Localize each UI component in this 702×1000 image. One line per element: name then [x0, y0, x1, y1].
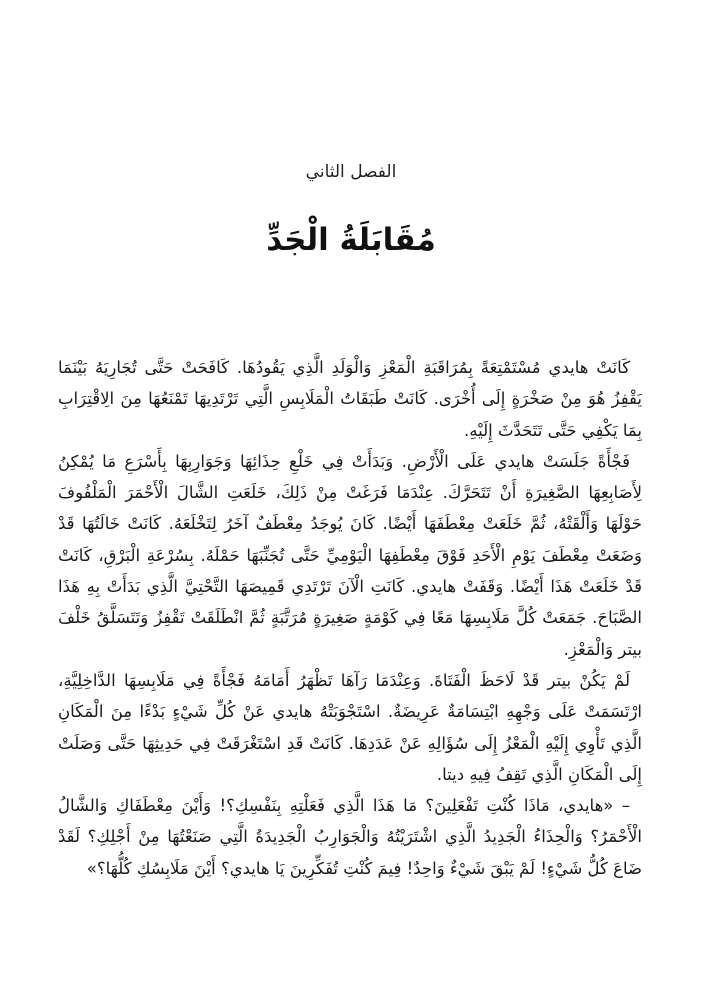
- paragraph: – «هايدي، مَاذَا كُنْتِ تَفْعَلِينَ؟ مَا هَذَا الَّذِي فَعَلْتِهِ بِنَفْسِكِ؟! وَأَيْنَ مِعْطَفَاكِ وَالشَّالُ الْأَحْمَرُ؟ وَالْحِذَاءُ الْجَدِيدُ الَّذِي اشْتَرَيْتُهُ وَالْجَوَارِبُ الْجَدِيدَةُ الَّتِي صَنَعْتُهَا مِنْ أَجْلِكِ؟ لَقَدْ ضَاعَ كُلُّ شَيْءٍ! لَمْ يَبْقَ شَيْءٌ وَاحِدٌ! فِيمَ كُنْتِ تُفَكِّرِينَ يَا هايدي؟ أَيْنَ مَلَابِسُكِ كُلُّهَا؟»: [58, 796, 642, 878]
- chapter-body: [58, 352, 642, 884]
- paragraph: كَانَتْ هايدي مُسْتَمْتِعَةً بِمُرَاقَبَةِ الْمَعْزِ وَالْوَلَدِ الَّذِي يَقُودُهَا. كَافَحَتْ حَتَّى تُجَارِيَهُ بَيْنَمَا يَقْفِزُ هُوَ مِنْ صَخْرَةٍ إِلَى أُخْرَى. كَانَتْ طَبَقَاتُ الْمَلَابِسِ الَّتِي تَرْتَدِيهَا تَمْنَعُهَا مِنَ الِاقْتِرَابِ بِمَا يَكْفِي حَتَّى تَتَحَدَّثَ إِلَيْهِ.: [58, 358, 642, 440]
- chapter-title: مُقَابَلَةُ الْجَدِّ: [266, 222, 436, 258]
- paragraph: لَمْ يَكُنْ بيتر قَدْ لَاحَظَ الْفَتَاةَ. وَعِنْدَمَا رَآهَا تَظْهَرُ أَمَامَهُ فَجْأَةً فِي مَلَابِسِهَا الدَّاخِلِيَّةِ، ارْتَسَمَتْ عَلَى وَجْهِهِ ابْتِسَامَةٌ عَرِيضَةٌ. اسْتَجْوَبَتْهُ هايدي عَنْ كُلِّ شَيْءٍ بَدْءًا مِنَ الْمَكَانِ الَّذِي تَأْوِي إِلَيْهِ الْمَعْزُ إِلَى سُؤَالِهِ عَنْ عَدَدِهَا. كَانَتْ قَدِ اسْتَغْرَقَتْ فِي حَدِيثِهَا حَتَّى وَصَلَتْ إِلَى الْمَكَانِ الَّذِي تَقِفُ فِيهِ ديتا.: [58, 670, 642, 784]
- chapter-label: الفصل الثاني: [305, 162, 397, 182]
- paragraph: فَجْأَةً جَلَسَتْ هايدي عَلَى الْأَرْضِ. وَبَدَأَتْ فِي خَلْعِ حِذَائِهَا وَجَوَارِبِهَا بِأَسْرَعِ مَا يُمْكِنُ لِأَصَابِعِهَا الصَّغِيرَةِ أَنْ تَتَحَرَّكَ. عِنْدَمَا فَرَغَتْ مِنْ ذَلِكَ، خَلَعَتِ الشَّالَ الْأَحْمَرَ الْمَلْفُوفَ حَوْلَهَا وَأَلْقَتْهُ، ثُمَّ خَلَعَتْ مِعْطَفَهَا أَيْضًا. كَانَ يُوجَدُ مِعْطَفٌ آخَرُ لِتَخْلَعَهُ. كَانَتْ خَالَتُهَا قَدْ وَضَعَتْ مِعْطَفَ يَوْمِ الْأَحَدِ فَوْقَ مِعْطَفِهَا الْيَوْمِيِّ حَتَّى تُجَنِّبَهَا حَمْلَهُ. بِسُرْعَةِ الْبَرْقِ، كَانَتْ قَدْ خَلَعَتْ هَذَا أَيْضًا. وَقَفَتْ هايدي. كَانَتِ الْآنَ تَرْتَدِي قَمِيصَهَا التَّحْتِيَّ الَّذِي بَدَأَتْ بِهِ هَذَا الصَّبَاحَ. جَمَعَتْ كُلَّ مَلَابِسِهَا مَعًا فِي كَوْمَةٍ صَغِيرَةٍ مُرَتَّبَةٍ ثُمَّ انْطَلَقَتْ تَقْفِزُ وَتَتَسَلَّقُ خَلْفَ بيتر وَالْمَعْزِ.: [58, 451, 642, 659]
